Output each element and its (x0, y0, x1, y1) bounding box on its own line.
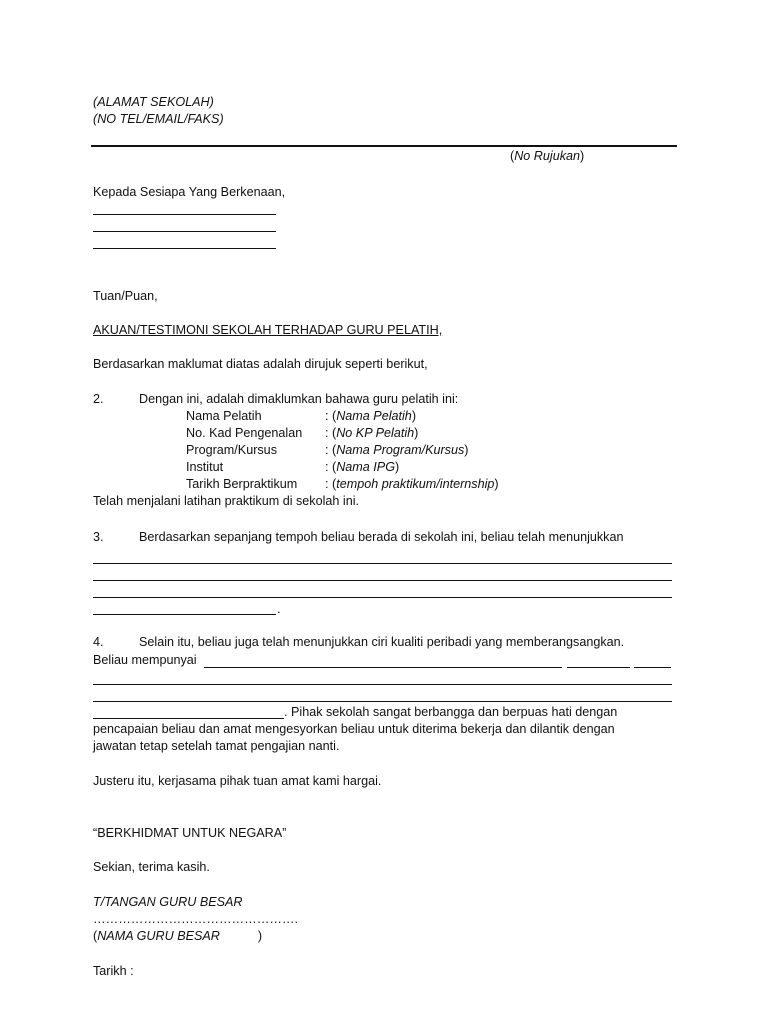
recipient-blank-3 (93, 248, 276, 249)
signature-label: T/TANGAN GURU BESAR (93, 895, 243, 909)
para3-blank-1 (93, 563, 672, 564)
salutation: Tuan/Puan, (93, 289, 158, 303)
headmaster-name: (NAMA GURU BESAR ) (93, 929, 263, 943)
subject-heading: AKUAN/TESTIMONI SEKOLAH TERHADAP GURU PELATIH, (93, 323, 443, 337)
para4-blank-3 (93, 701, 672, 702)
para3-number: 3. (93, 530, 104, 544)
para3-text: Berdasarkan sepanjang tempoh beliau berada di sekolah ini, beliau telah menunjukkan (139, 530, 624, 544)
motto: “BERKHIDMAT UNTUK NEGARA” (93, 826, 287, 840)
para3-blank-3 (93, 597, 672, 598)
para4-blank-4 (93, 718, 284, 719)
para4-blank-2 (93, 684, 672, 685)
para4-blank-a (204, 667, 562, 668)
para4-text: Selain itu, beliau juga telah menunjukkan ciri kualiti peribadi yang memberangsangkan. (139, 635, 625, 649)
para2-number: 2. (93, 392, 104, 406)
thanks-text: Sekian, terima kasih. (93, 860, 210, 874)
field-value-institute: : (Nama IPG) (325, 460, 400, 474)
para3-end-period: . (277, 602, 281, 616)
field-label-program: Program/Kursus (186, 443, 277, 457)
field-label-name: Nama Pelatih (186, 409, 262, 423)
school-contact: (NO TEL/EMAIL/FAKS) (93, 112, 224, 126)
field-label-institute: Institut (186, 460, 224, 474)
intro-text: Berdasarkan maklumat diatas adalah dirujuk seperti berikut, (93, 357, 428, 371)
signature-dots: …………………………………………. (93, 912, 298, 926)
field-label-ic: No. Kad Pengenalan (186, 426, 303, 440)
para4-after-blank: . Pihak sekolah sangat berbangga dan berpuas hati dengan (284, 705, 618, 719)
reference-number: (No Rujukan) (510, 149, 585, 163)
para2-text: Dengan ini, adalah dimaklumkan bahawa guru pelatih ini: (139, 392, 459, 406)
closing-paragraph: Justeru itu, kerjasama pihak tuan amat kami hargai. (93, 774, 382, 788)
school-address: (ALAMAT SEKOLAH) (93, 95, 214, 109)
para4-line-a: pencapaian beliau dan amat mengesyorkan beliau untuk diterima bekerja dan dilantik dengan (93, 722, 615, 736)
para4-line2-label: Beliau mempunyai (93, 653, 197, 667)
recipient-greeting: Kepada Sesiapa Yang Berkenaan, (93, 185, 286, 199)
para4-line-b: jawatan tetap setelah tamat pengajian nanti. (93, 739, 340, 753)
field-value-practicum-date: : (tempoh praktikum/internship) (325, 477, 499, 491)
recipient-blank-1 (93, 214, 276, 215)
field-value-name: : (Nama Pelatih) (325, 409, 417, 423)
para3-blank-2 (93, 580, 672, 581)
field-value-ic: : (No KP Pelatih) (325, 426, 419, 440)
para2-closing: Telah menjalani latihan praktikum di sekolah ini. (93, 494, 360, 508)
field-value-program: : (Nama Program/Kursus) (325, 443, 469, 457)
para4-blank-c (634, 667, 671, 668)
para3-blank-4 (93, 614, 276, 615)
para4-number: 4. (93, 635, 104, 649)
recipient-blank-2 (93, 231, 276, 232)
header-divider (91, 145, 677, 147)
para4-blank-b (567, 667, 630, 668)
field-label-practicum-date: Tarikh Berpraktikum (186, 477, 298, 491)
date-label: Tarikh : (93, 964, 134, 978)
